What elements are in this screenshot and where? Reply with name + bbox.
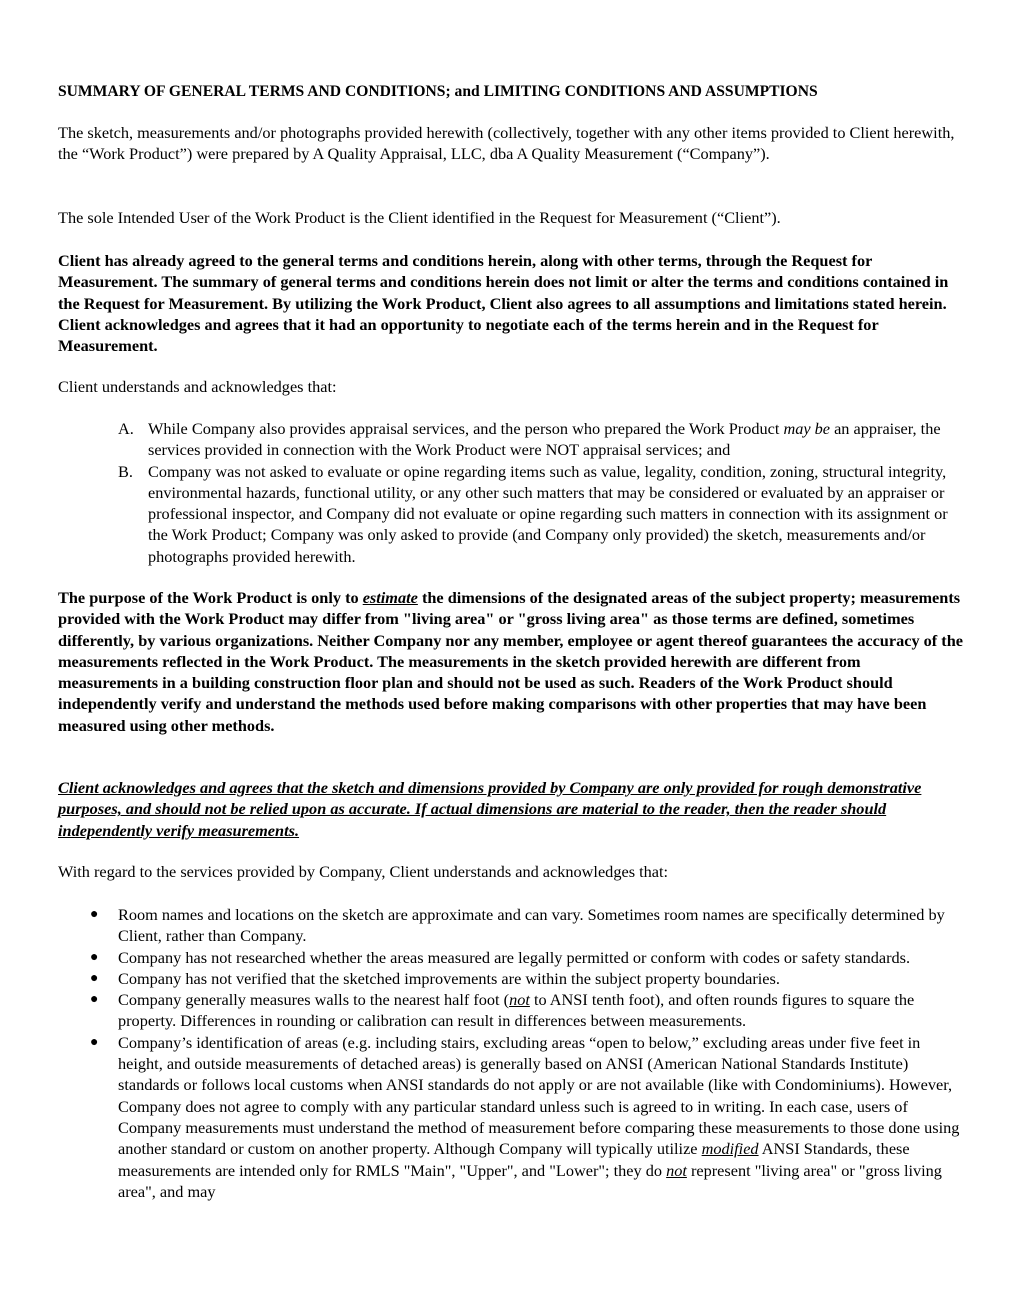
purpose-paragraph: The purpose of the Work Product is only to estimate the dimensions of the designated areas of the subject property; measurements provided with the Work Product may differ from "living area" or "gross living area" as those terms are defined, sometimes differently, by various organizations. Neither Company nor any member, employee or agent thereof guarantees the accuracy of the measurements reflected in the Work Product. The measurements in the sketch provided herewith are different from measurements in a building construction floor plan and should not be used as such. Readers of the Work Product should independently verify and understand the methods used before making comparisons with other properties that may have been measured using other methods. bbox=[58, 588, 964, 735]
intended-user-paragraph: The sole Intended User of the Work Product is the Client identified in the Request for Measurement (“Client”). bbox=[58, 208, 781, 227]
services-bullet-list bbox=[90, 904, 966, 1202]
intro-paragraph: The sketch, measurements and/or photographs provided herewith (collectively, together with any other items provided to Client herewith, the “Work Product”) were prepared by A Quality Appraisal, LLC, dba A Quality Measurement (“Company”). bbox=[58, 123, 955, 164]
acknowledgement-list bbox=[118, 418, 958, 567]
page-title: SUMMARY OF GENERAL TERMS AND CONDITIONS; and LIMITING CONDITIONS AND ASSUMPTIONS bbox=[58, 83, 818, 100]
agreement-paragraph: Client has already agreed to the general terms and conditions herein, along with other terms, through the Request for Measurement. The summary of general terms and conditions herein does not limit or alter the terms and conditions contained in the Request for Measurement. By utilizing the Work Product, Client also agrees to all assumptions and limitations stated herein. Client acknowledges and agrees that it had an opportunity to negotiate each of the terms herein and in the Request for Measurement. bbox=[58, 251, 949, 356]
bullet-icon: ● bbox=[90, 907, 99, 922]
bullet-icon: ● bbox=[90, 949, 99, 965]
list-item bbox=[118, 461, 958, 567]
list-item bbox=[118, 418, 958, 461]
list-item: ● Company has not verified that the sketched improvements are within the subject property boundaries. bbox=[90, 968, 780, 988]
emphasis-text: may be bbox=[783, 419, 831, 438]
bullet-icon: ● bbox=[90, 970, 99, 986]
list-marker: B. bbox=[118, 461, 133, 481]
emphasis-text: estimate bbox=[362, 588, 418, 607]
services-paragraph: With regard to the services provided by Company, Client understands and acknowledges that: bbox=[58, 862, 669, 881]
list-item-text: an appraiser, the services provided in connection with the Work Product were NOT appraisal services; and bbox=[148, 419, 941, 460]
list-item-text: Company was not asked to evaluate or opine regarding items such as value, legality, condition, zoning, structural integrity, environmental hazards, functional utility, or any other such matters that may be considered or evaluated by an appraiser or professional inspector, and Company did not evaluate or opine regarding such matters in connection with its assignment or the Work Product; Company was only asked to provide (and Company only provided) the sketch, measurements and/or photographs provided herewith. bbox=[148, 461, 948, 566]
list-item: ● Room names and locations on the sketch are approximate and can vary. Sometimes room names are specifically determined by Client, rather than Company. bbox=[90, 905, 945, 946]
bullet-icon: ● bbox=[90, 992, 99, 1008]
emphasis-text: not bbox=[666, 1160, 687, 1180]
list-item-text: While Company also provides appraisal services, and the person who prepared the Work Product bbox=[148, 419, 784, 438]
bullet-icon: ● bbox=[90, 1034, 99, 1050]
emphasis-text: modified bbox=[701, 1139, 759, 1159]
list-marker: A. bbox=[118, 419, 134, 438]
client-understands-paragraph: Client understands and acknowledges that: bbox=[58, 377, 337, 396]
list-item: ● Company’s identification of areas (e.g. including stairs, excluding areas “open to below,” excluding areas under five feet in height, and outside measurements of detached areas) is generally based on ANSI (American National Standards Institute) standards or follows local customs when ANSI standards do not apply or are not available (like with Condominiums). However, Company does not agree to comply with any particular standard unless such is agreed to in writing. In each case, users of Company measurements must understand the method of measurement before comparing these measurements to those done using another standard or custom on another property. Although Company will typically utilize modified ANSI Standards, these measurements are intended only for RMLS "Main", "Upper", and "Lower"; they do not represent "living area" or "gross living area", and may bbox=[90, 1032, 960, 1201]
list-item: ● Company generally measures walls to the nearest half foot (not to ANSI tenth foot), and often rounds figures to square the property. Differences in rounding or calibration can result in differences between measurements. bbox=[90, 990, 915, 1031]
disclaimer-paragraph: Client acknowledges and agrees that the sketch and dimensions provided by Company are only provided for rough demonstrative purposes, and should not be relied upon as accurate. If actual dimensions are material to the reader, then the reader should independently verify measurements. bbox=[58, 778, 922, 840]
emphasis-text: not bbox=[509, 990, 530, 1010]
list-item: ● Company has not researched whether the areas measured are legally permitted or conform with codes or safety standards. bbox=[90, 947, 911, 967]
